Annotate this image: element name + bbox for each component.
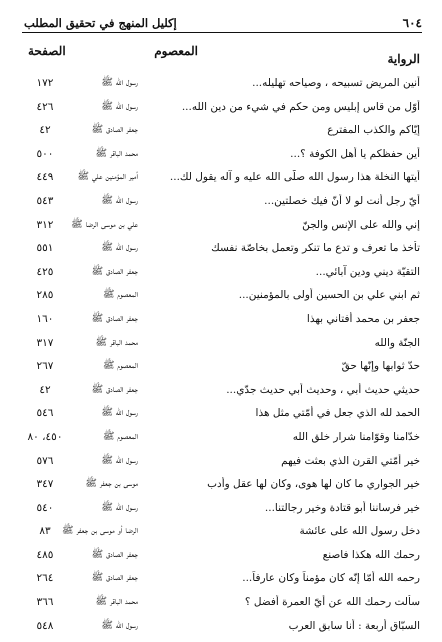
masum-name: رسول الله ﷺ [101,407,138,419]
table-row [20,454,420,478]
riwaya-text: خير أمّتي القرن الذي بعثت فيهم [281,454,420,467]
table-row [20,430,420,454]
riwaya-text: ثم ابني علي بن الحسين أولى بالمؤمنين... [238,289,420,302]
table-row [20,194,420,218]
page-ref: ٣٤٧ [36,478,54,491]
masum-name: المعصوم ﷺ [102,360,138,372]
page-ref: ٤٢٥ [36,265,54,278]
page-ref: ٨٣ [39,525,51,538]
masum-name: رسول الله ﷺ [101,100,138,112]
header-rule [22,32,422,33]
riwaya-text: خدّامنا وقوّامنا شرار خلق الله [292,430,420,443]
table-row [20,619,420,642]
table-row [20,170,420,194]
page-ref: ٤٢ [39,124,51,137]
book-title: إكليل المنهج في تحقيق المطلب [24,16,177,30]
masum-name: المعصوم ﷺ [102,289,138,301]
page-ref: ٤٥٠، ٨٠ [27,430,63,443]
column-headers [20,44,420,66]
page-ref: ٣١٢ [36,218,54,231]
table-row [20,265,420,289]
riwaya-text: أنين المريض تسبيحه ، وصياحه تهليله... [252,77,420,89]
masum-name: جعفر الصادق ﷺ [91,383,138,395]
masum-name: رسول الله ﷺ [101,77,138,88]
page-ref: ٢٦٧ [36,360,54,373]
masum-name: موسى بن جعفر ﷺ [85,478,138,490]
riwaya-text: أوّل من قاس إبليس ومن حكم في شيء من دين الله... [181,100,420,113]
page-ref: ٥٤٨ [36,619,54,632]
page-ref: ١٦٠ [36,312,54,325]
column-header-page: الصفحة [28,44,66,58]
page-number: ٦٠٤ [402,16,422,30]
masum-name: المعصوم ﷺ [102,430,138,442]
riwaya-text: التقيّة ديني ودين آبائي... [315,265,420,278]
table-row [20,548,420,572]
riwaya-text: أيّ رجل أنت لو لا أنّ فيك خصلتين... [264,194,420,207]
table-row [20,218,420,242]
table-row [20,501,420,525]
running-header [24,10,422,30]
riwaya-text: سألت رحمك الله عن أيّ العمرة أفضل ؟ [244,596,420,609]
masum-name: جعفر الصادق ﷺ [91,312,138,324]
riwaya-text: جعفر بن محمد أفتاني بهذا [306,312,420,325]
riwaya-text: الحمد لله الذي جعل في أمّتي مثل هذا [255,407,420,420]
page-ref: ٣٦٦ [36,596,54,609]
table-row [20,100,420,124]
masum-name: محمد الباقر ﷺ [95,596,138,608]
riwaya-text: خير الجواري ما كان لها هوى، وكان لها عقل وأدب [207,478,420,491]
page-ref: ٤٢٦ [36,100,54,113]
masum-name: علي بن موسى الرضا ﷺ [71,218,138,230]
masum-name: محمد الباقر ﷺ [95,336,138,348]
riwaya-text: الجنّة والله [374,336,420,349]
table-row [20,241,420,265]
masum-name: أمير المؤمنين علي ﷺ [77,171,138,183]
masum-name: محمد الباقر ﷺ [95,147,138,159]
masum-name: رسول الله ﷺ [101,242,138,254]
index-table [20,76,420,642]
page-ref: ٥٥١ [36,242,54,255]
page-ref: ٥٤٣ [36,194,54,207]
masum-name: رسول الله ﷺ [101,454,138,466]
riwaya-text: تأخذ ما تعرف و تدع ما تنكر وتعمل بخاصّة نفسك [211,242,420,255]
riwaya-text: رحمك الله هكذا فاصنع [322,548,420,561]
riwaya-text: خير فرساننا أبو قتادة وخير رجالتنا... [264,501,420,514]
page-ref: ٣١٧ [36,336,54,349]
masum-name: رسول الله ﷺ [101,619,138,631]
page-ref: ٢٦٤ [36,572,54,585]
table-row [20,312,420,336]
masum-name: جعفر الصادق ﷺ [91,124,138,136]
page-ref: ٤٢ [39,383,51,396]
masum-name: جعفر الصادق ﷺ [91,265,138,277]
table-row [20,147,420,171]
masum-name: جعفر الصادق ﷺ [91,548,138,560]
page-ref: ٥٠٠ [36,147,54,160]
riwaya-text: السبّاق أربعة : أنا سابق العرب [288,619,420,632]
table-row [20,524,420,548]
page-ref: ٥٤٠ [36,501,54,514]
page-ref: ٥٧٦ [36,454,54,467]
table-row [20,336,420,360]
column-header-riwaya: الرواية [387,52,420,66]
page-ref: ١٧٢ [36,77,54,89]
page-ref: ٢٨٥ [36,289,54,302]
masum-name: رسول الله ﷺ [101,194,138,206]
column-header-masum: المعصوم [154,44,198,58]
table-row [20,359,420,383]
riwaya-text: رحمه الله أمّا إنّه كان مؤمناً وكان عارفاً... [242,572,420,585]
masum-name: جعفر الصادق ﷺ [91,572,138,584]
table-row [20,571,420,595]
riwaya-text: أيتها النخلة هذا رسول الله صلّى الله عليه و آله يقول لك... [169,171,420,184]
riwaya-text: إيّاكم والكذب المفترع [327,124,420,137]
table-row [20,288,420,312]
masum-name: رسول الله ﷺ [101,501,138,513]
masum-name: الرضا أو موسى بن جعفر ﷺ [61,525,138,537]
table-row [20,76,420,100]
page-ref: ٤٨٥ [36,548,54,561]
table-row [20,595,420,619]
riwaya-text: حدّ ثوابها وإنّها حقّ [341,360,420,373]
page-ref: ٥٤٦ [36,407,54,420]
riwaya-text: إني والله على الإنس والجنّ [302,218,420,231]
page-ref: ٤٤٩ [36,171,54,184]
table-row [20,406,420,430]
riwaya-text: حديثي حديث أبي ، وحديث أبي حديث جدّي... [226,383,420,396]
riwaya-text: دخل رسول الله على عائشة [299,525,420,538]
table-row [20,383,420,407]
table-row [20,477,420,501]
riwaya-text: أين حفظكم يا أهل الكوفة ؟... [290,147,420,160]
table-row [20,123,420,147]
